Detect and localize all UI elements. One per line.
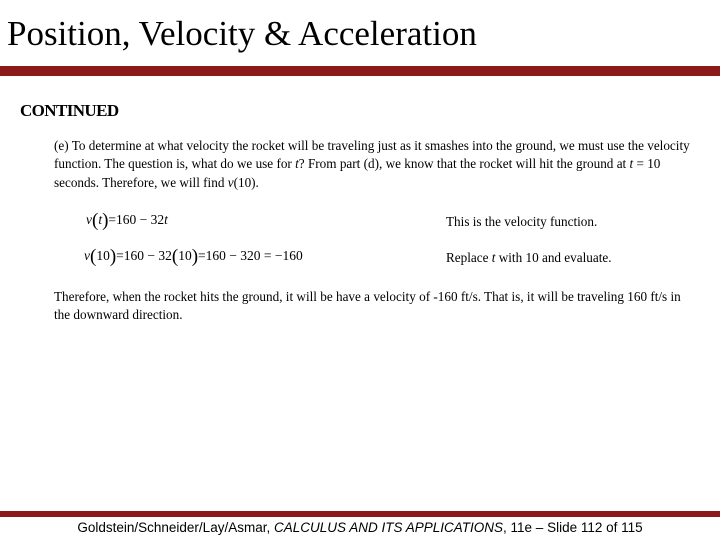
conclusion-paragraph: Therefore, when the rocket hits the ground, it will be have a velocity of -160 ft/s. That is, it will be traveling 160 ft/s in the downward direction.: [54, 289, 681, 323]
section-heading: CONTINUED: [20, 101, 119, 120]
velocity-function-equation: [86, 211, 168, 230]
intro-paragraph: [54, 137, 698, 192]
eq2-close-paren: ): [109, 246, 117, 267]
eq1-arg: t: [98, 212, 103, 227]
eq1-open-paren: (: [92, 210, 99, 231]
eq2-rhs-a: =160 − 32: [116, 248, 172, 263]
eq1-rhs: =160 − 32: [108, 212, 165, 227]
eq2-open-paren: (: [90, 246, 97, 267]
eq2-arg-2: 10: [178, 248, 192, 263]
velocity-evaluation-equation: [84, 247, 303, 266]
intro-text-4: (10).: [233, 174, 259, 190]
eq1-rhs-var: t: [164, 212, 168, 227]
eq2-func: v: [84, 248, 90, 263]
intro-text-1: (e) To determine at what velocity the rocket will be traveling just as it smashes into the ground, we must use the velocity function. The question is, what do we use for: [54, 138, 690, 172]
slide-title: Position, Velocity & Acceleration: [7, 14, 477, 53]
footer-divider: [0, 511, 720, 517]
eq1-func: v: [86, 212, 92, 227]
title-divider: [0, 66, 720, 76]
eq2-open-paren-2: (: [171, 246, 179, 267]
footer-book-title: CALCULUS AND ITS APPLICATIONS: [273, 520, 504, 535]
intro-var-t-2: t: [629, 156, 634, 172]
eq2-arg: 10: [96, 248, 110, 263]
footer-slide-number: , 11e – Slide 112 of 115: [503, 520, 643, 535]
intro-var-v: v: [227, 174, 234, 190]
note2-text-1: Replace: [446, 250, 492, 265]
eq2-rhs-b: =160 − 320 = −160: [198, 248, 303, 263]
eq2-close-paren-2: ): [191, 246, 199, 267]
note2-text-2: with 10 and evaluate.: [495, 250, 612, 265]
velocity-function-note: This is the velocity function.: [446, 214, 598, 229]
intro-var-t: t: [295, 156, 299, 172]
evaluation-note: [446, 249, 612, 267]
intro-text-3: = 10 seconds. Therefore, we will find: [54, 156, 661, 190]
slide-footer: [0, 519, 720, 536]
intro-text-2: ? From part (d), we know that the rocket will hit the ground at: [298, 156, 630, 172]
note2-var-t: t: [491, 250, 496, 265]
footer-authors: Goldstein/Schneider/Lay/Asmar,: [77, 520, 274, 535]
eq1-close-paren: ): [102, 210, 109, 231]
